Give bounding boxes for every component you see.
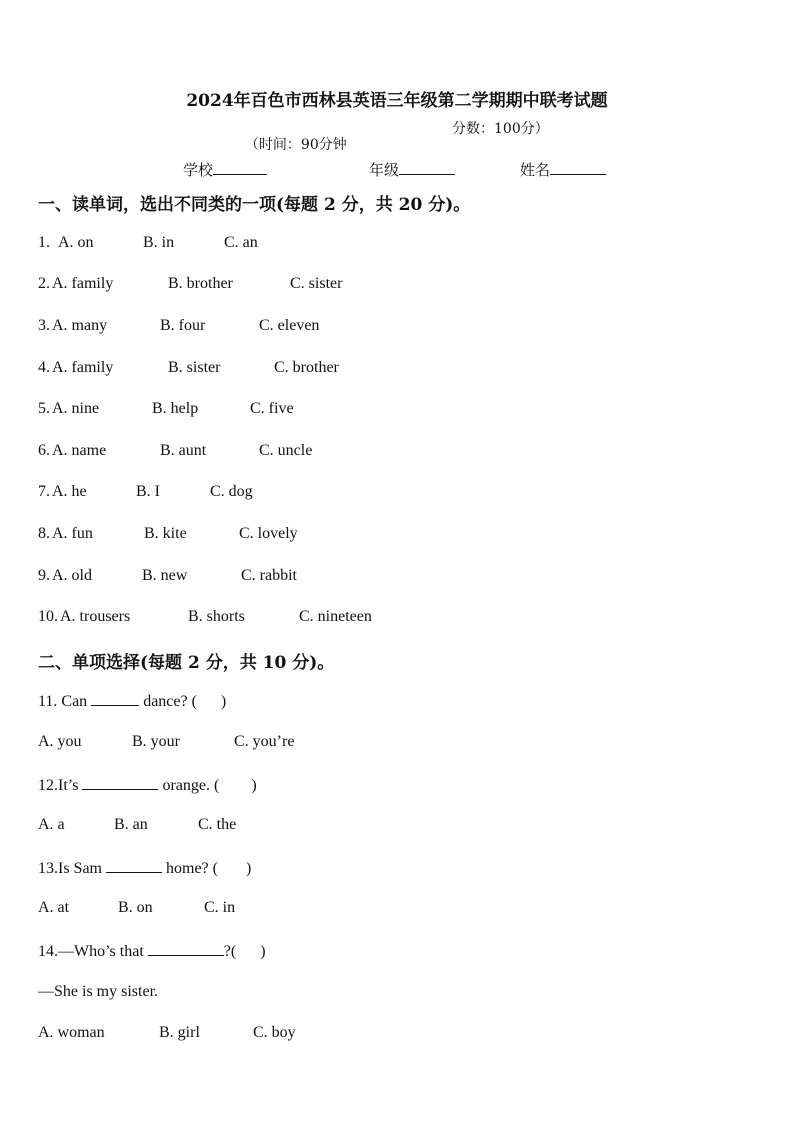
option-b: B. kite	[144, 525, 187, 542]
option-c: C. the	[198, 816, 237, 833]
option-a: A. you	[38, 733, 82, 750]
question-number: 3.	[38, 317, 50, 334]
option-a: A. nine	[52, 400, 100, 417]
option-c: C. in	[204, 899, 236, 916]
option-c: C. you’re	[234, 733, 295, 750]
question-number: 6.	[38, 442, 50, 459]
grade-label: 年级	[369, 161, 400, 179]
question-number: 10.	[38, 608, 58, 625]
question-number: 13.	[38, 860, 58, 877]
exam-score: 分数：100分）	[452, 121, 549, 137]
section2-heading: 二、单项选择(每题 2 分，共 10 分)。	[38, 653, 335, 673]
option-b: B. help	[152, 400, 199, 417]
question-8	[38, 525, 298, 543]
option-a: A. family	[52, 359, 114, 376]
option-c: C. lovely	[239, 525, 298, 542]
question-5	[38, 400, 294, 418]
question-12	[38, 775, 257, 795]
question-10	[38, 608, 372, 626]
option-a: A. fun	[52, 525, 93, 542]
grade-field	[369, 159, 455, 180]
question-stem-end: dance? ( )	[143, 693, 227, 710]
option-b: B. an	[114, 816, 148, 833]
option-a: A. family	[52, 275, 114, 292]
question-14	[38, 941, 266, 961]
question-number: 1.	[38, 234, 50, 251]
school-field	[183, 159, 267, 180]
option-b: B. girl	[159, 1024, 200, 1041]
question-stem-start: —Who’s that	[58, 943, 144, 960]
question-13	[38, 858, 251, 878]
option-a: A. on	[58, 234, 94, 251]
option-a: A. at	[38, 899, 70, 916]
name-label: 姓名	[520, 161, 551, 179]
option-b: B. on	[118, 899, 153, 916]
option-a: A. a	[38, 816, 65, 833]
answer-blank[interactable]	[91, 691, 139, 706]
option-a: A. trousers	[60, 608, 131, 625]
question-stem-end: home? ( )	[166, 860, 252, 877]
option-b: B. in	[143, 234, 175, 251]
question-4	[38, 359, 339, 377]
option-c: C. uncle	[259, 442, 313, 459]
option-b: B. I	[136, 483, 160, 500]
option-c: C. nineteen	[299, 608, 372, 625]
section1-heading: 一、读单词，选出不同类的一项(每题 2 分，共 20 分)。	[38, 195, 471, 215]
school-blank[interactable]	[213, 160, 267, 175]
question-number: 4.	[38, 359, 50, 376]
option-b: B. sister	[168, 359, 221, 376]
grade-blank[interactable]	[399, 160, 455, 175]
option-a: A. many	[52, 317, 108, 334]
exam-title: 2024年百色市西林县英语三年级第二学期期中联考试题	[186, 91, 608, 111]
name-field	[520, 159, 606, 180]
option-b: B. shorts	[188, 608, 245, 625]
question-6	[38, 442, 313, 460]
question-number: 2.	[38, 275, 50, 292]
option-c: C. dog	[210, 483, 253, 500]
option-a: A. he	[52, 483, 87, 500]
option-a: A. old	[52, 567, 92, 584]
option-c: C. boy	[253, 1024, 296, 1041]
option-c: C. brother	[274, 359, 339, 376]
question-number: 14.	[38, 943, 58, 960]
question-2	[38, 275, 343, 293]
question-stem-end: orange. ( )	[162, 777, 257, 794]
question-14-reply: —She is my sister.	[38, 983, 159, 1000]
question-number: 9.	[38, 567, 50, 584]
question-number: 12.	[38, 777, 58, 794]
option-a: A. name	[52, 442, 107, 459]
question-stem-start: Is Sam	[58, 860, 102, 877]
question-stem-end: ?( )	[223, 943, 266, 960]
question-number: 7.	[38, 483, 50, 500]
question-7	[38, 483, 253, 501]
option-c: C. five	[250, 400, 294, 417]
option-b: B. new	[142, 567, 188, 584]
option-b: B. aunt	[160, 442, 207, 459]
question-number: 5.	[38, 400, 50, 417]
option-b: B. brother	[168, 275, 233, 292]
option-c: C. sister	[290, 275, 343, 292]
option-c: C. an	[224, 234, 258, 251]
question-1	[38, 234, 258, 252]
question-9	[38, 567, 297, 585]
answer-blank[interactable]	[82, 775, 158, 790]
question-3	[38, 317, 320, 335]
option-b: B. your	[132, 733, 180, 750]
name-blank[interactable]	[550, 160, 606, 175]
question-stem-start: Can	[61, 693, 88, 710]
option-c: C. rabbit	[241, 567, 297, 584]
question-number: 11.	[38, 693, 58, 710]
school-label: 学校	[183, 161, 214, 179]
answer-blank[interactable]	[148, 941, 224, 956]
option-a: A. woman	[38, 1024, 105, 1041]
answer-blank[interactable]	[106, 858, 162, 873]
question-11	[38, 691, 226, 711]
question-number: 8.	[38, 525, 50, 542]
question-stem-start: It’s	[58, 777, 79, 794]
exam-time: （时间：90分钟	[244, 137, 347, 153]
option-c: C. eleven	[259, 317, 320, 334]
option-b: B. four	[160, 317, 206, 334]
